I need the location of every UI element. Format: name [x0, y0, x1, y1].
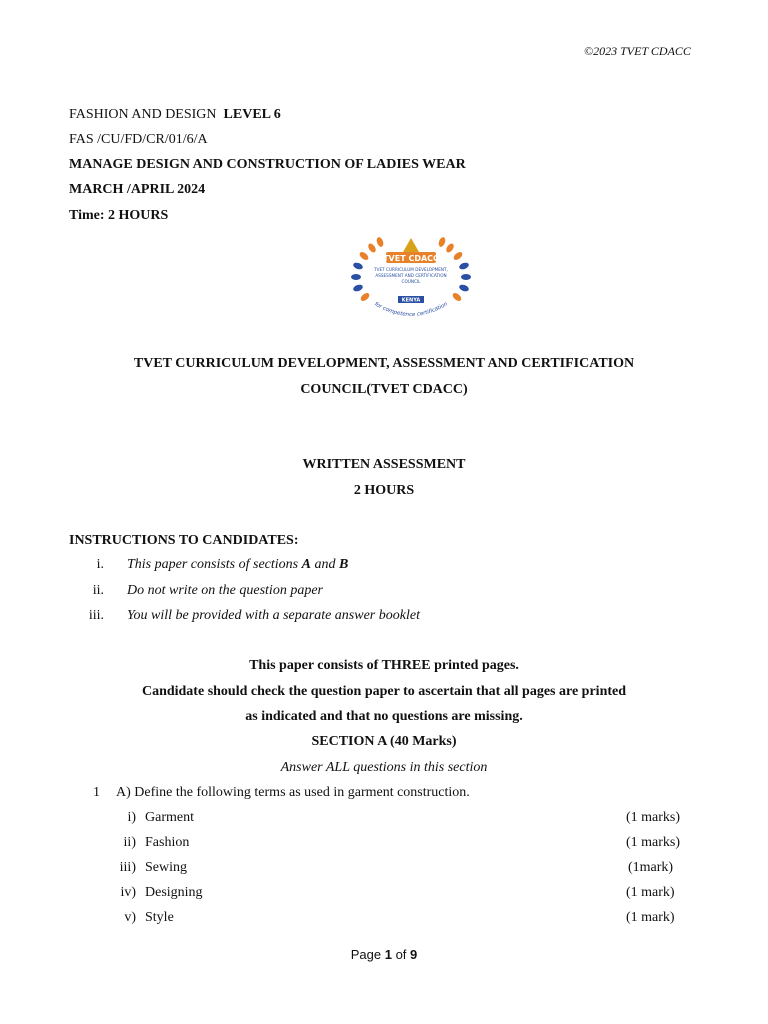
council-name-line2: COUNCIL(TVET CDACC) [300, 382, 468, 397]
logo-ribbon-text: KENYA [401, 297, 421, 304]
sub-question-number: ii) [123, 835, 136, 850]
instruction-item: You will be provided with a separate answer booklet [127, 608, 420, 623]
course-program-line [69, 107, 281, 123]
page-label: Page [350, 947, 385, 962]
sub-question-number: i) [127, 810, 136, 825]
check-pages-notice-line2: as indicated and that no questions are missing. [245, 709, 523, 724]
sub-question-term: Sewing [145, 860, 187, 875]
instruction-number: i. [96, 557, 104, 572]
sub-question-term: Garment [145, 810, 194, 825]
section-a-ref: A [301, 557, 311, 572]
unit-title: MANAGE DESIGN AND CONSTRUCTION OF LADIES WEAR [69, 157, 466, 172]
sub-question-number: v) [124, 910, 136, 925]
logo-motto [373, 301, 449, 318]
sub-question-marks: (1 mark) [626, 885, 675, 900]
instruction-text: This paper consists of sections [127, 557, 302, 572]
program-name: FASHION AND DESIGN [69, 107, 217, 122]
sub-question-term: Style [145, 910, 174, 925]
assessment-type: WRITTEN ASSESSMENT [302, 457, 466, 472]
section-b-ref: B [338, 557, 349, 572]
total-pages: 9 [410, 947, 418, 962]
instruction-item [127, 557, 348, 573]
section-a-instruction: Answer ALL questions in this section [280, 760, 488, 775]
page-footer [0, 947, 768, 962]
page-of: of [391, 947, 411, 962]
sub-question-number: iii) [119, 860, 136, 875]
sub-question-term: Fashion [145, 835, 190, 850]
council-name-line1: TVET CURRICULUM DEVELOPMENT, ASSESSMENT AND CERTIFICATION [133, 356, 635, 371]
instruction-item: Do not write on the question paper [127, 583, 323, 598]
page-count-notice: This paper consists of THREE printed pages. [249, 658, 519, 673]
instructions-heading: INSTRUCTIONS TO CANDIDATES: [69, 533, 299, 548]
exam-time: Time: 2 HOURS [69, 208, 169, 223]
instruction-text-and: and [310, 557, 339, 572]
question-number: 1 [93, 785, 100, 800]
sub-question-marks: (1 marks) [626, 810, 681, 825]
current-page: 1 [384, 947, 392, 962]
check-pages-notice-line1: Candidate should check the question paper to ascertain that all pages are printed [141, 684, 627, 699]
question-stem: A) Define the following terms as used in garment construction. [116, 785, 470, 800]
sub-question-marks: (1mark) [628, 860, 674, 875]
tvet-cdacc-logo [348, 230, 474, 326]
logo-text-line2: ASSESSMENT AND CERTIFICATION [375, 273, 447, 278]
sub-question-number: iv) [120, 885, 136, 900]
sub-question-term: Designing [145, 885, 203, 900]
program-level: LEVEL 6 [223, 107, 281, 122]
exam-session: MARCH /APRIL 2024 [69, 182, 206, 197]
instruction-number: iii. [88, 608, 104, 623]
copyright-notice: ©2023 TVET CDACC [584, 44, 691, 58]
section-a-title: SECTION A (40 Marks) [311, 734, 457, 749]
instruction-number: ii. [92, 583, 104, 598]
assessment-duration: 2 HOURS [353, 483, 415, 498]
logo-text-line1: TVET CURRICULUM DEVELOPMENT, [374, 267, 448, 272]
sub-question-marks: (1 mark) [626, 910, 675, 925]
logo-text-line3: COUNCIL [401, 279, 421, 284]
logo-motto-text: for competence certification [373, 301, 449, 319]
unit-code: FAS /CU/FD/CR/01/6/A [69, 132, 208, 147]
sub-question-marks: (1 marks) [626, 835, 681, 850]
torch-flame-icon [403, 238, 419, 252]
logo-badge-text: TVET CDACC [383, 254, 439, 263]
